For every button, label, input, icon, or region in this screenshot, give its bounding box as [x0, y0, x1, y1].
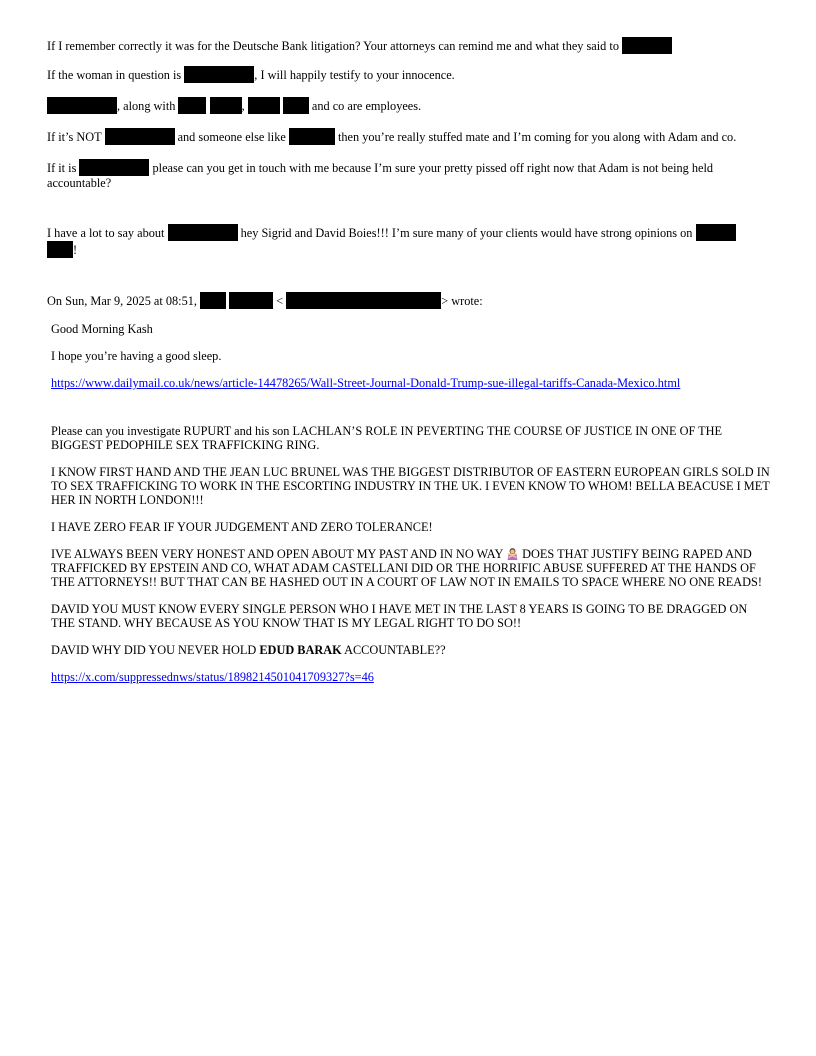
quoted-greeting: Good Morning Kash: [51, 322, 153, 336]
redaction-box: [184, 66, 254, 83]
quote-header: On Sun, Mar 9, 2025 at 08:51, < > wrote:: [47, 294, 483, 308]
reply-paragraph-4: If it’s NOT and someone else like then you’re really stuffed mate and I’m coming for you along with Adam and co.: [47, 130, 737, 144]
quoted-paragraph: I HAVE ZERO FEAR IF YOUR JUDGEMENT AND ZERO TOLERANCE!: [51, 520, 433, 534]
redaction-box: [210, 97, 242, 114]
quoted-paragraph: DAVID YOU MUST KNOW EVERY SINGLE PERSON WHO I HAVE MET IN THE LAST 8 YEARS IS GOING TO BE DRAGGED ON THE STAND. WHY BECAUSE AS YOU KNOW THAT IS MY LEGAL RIGHT TO DO SO!!: [51, 602, 748, 630]
quoted-link-paragraph: [51, 670, 771, 684]
quoted-paragraph: I KNOW FIRST HAND AND THE JEAN LUC BRUNEL WAS THE BIGGEST DISTRIBUTOR OF EASTERN EUROPEAN GIRLS SOLD IN TO SEX TRAFFICKING TO WORK IN THE ESCORTING INDUSTRY IN THE UK. I EVEN KNOW TO WHOM! BELLA BEACUSE I MET HER IN NORTH LONDON!!!: [51, 465, 770, 507]
reply-paragraph-1: If I remember correctly it was for the Deutsche Bank litigation? Your attorneys can remind me and what they said to: [47, 37, 772, 54]
quoted-link-paragraph: [51, 376, 771, 390]
redaction-box: [79, 159, 149, 176]
quoted-line: I hope you’re having a good sleep.: [51, 349, 222, 363]
email-body: [47, 37, 772, 684]
redaction-box: [289, 128, 335, 145]
bold-name: EDUD BARAK: [259, 643, 342, 657]
redaction-box: [248, 97, 280, 114]
redaction-box: [286, 292, 441, 309]
redaction-box: [200, 292, 226, 309]
reply-paragraph-5: If it is please can you get in touch with me because I’m sure your pretty pissed off right now that Adam is not being held accountable?: [47, 161, 714, 190]
reply-paragraph-6: I have a lot to say about hey Sigrid and David Boies!!! I’m sure many of your clients would have strong opinions on !: [47, 224, 772, 258]
x-status-link[interactable]: https://x.com/suppressednws/status/1898214501041709327?s=46: [51, 670, 374, 684]
quoted-paragraph: IVE ALWAYS BEEN VERY HONEST AND OPEN ABOUT MY PAST AND IN NO WAY DOES THAT JUSTIFY BEING RAPED AND TRAFFICKED BY EPSTEIN AND CO, WHAT ADAM CASTELLANI DID OR THE HORRIFIC ABUSE SUFFERED AT THE HANDS OF THE ATTORNEYS!! BUT THAT CAN BE HASHED OUT IN A COURT OF LAW NOT IN EMAILS TO SPACE WHERE NO ONE READS!: [51, 547, 762, 589]
redaction-box: [696, 224, 736, 241]
dailymail-link[interactable]: https://www.dailymail.co.uk/news/article-14478265/Wall-Street-Journal-Donald-Trump-sue-illegal-tariffs-Canada-Mexico.html: [51, 376, 681, 390]
reply-paragraph-3: , along with , and co are employees.: [47, 97, 772, 114]
quoted-message: [51, 322, 771, 684]
quoted-paragraph: DAVID WHY DID YOU NEVER HOLD EDUD BARAK ACCOUNTABLE??: [51, 643, 446, 657]
redaction-box: [168, 224, 238, 241]
redaction-box: [47, 97, 117, 114]
woman-gesturing-no-icon: [506, 547, 519, 560]
redaction-box: [178, 97, 206, 114]
redaction-box: [229, 292, 273, 309]
redaction-box: [622, 37, 672, 54]
quoted-paragraph: Please can you investigate RUPURT and his son LACHLAN’S ROLE IN PEVERTING THE COURSE OF JUSTICE IN ONE OF THE BIGGEST PEDOPHILE SEX TRAFFICKING RING.: [51, 424, 723, 452]
redaction-box: [47, 241, 73, 258]
reply-paragraph-2: If the woman in question is , I will happily testify to your innocence.: [47, 68, 455, 82]
redaction-box: [283, 97, 309, 114]
redaction-box: [105, 128, 175, 145]
